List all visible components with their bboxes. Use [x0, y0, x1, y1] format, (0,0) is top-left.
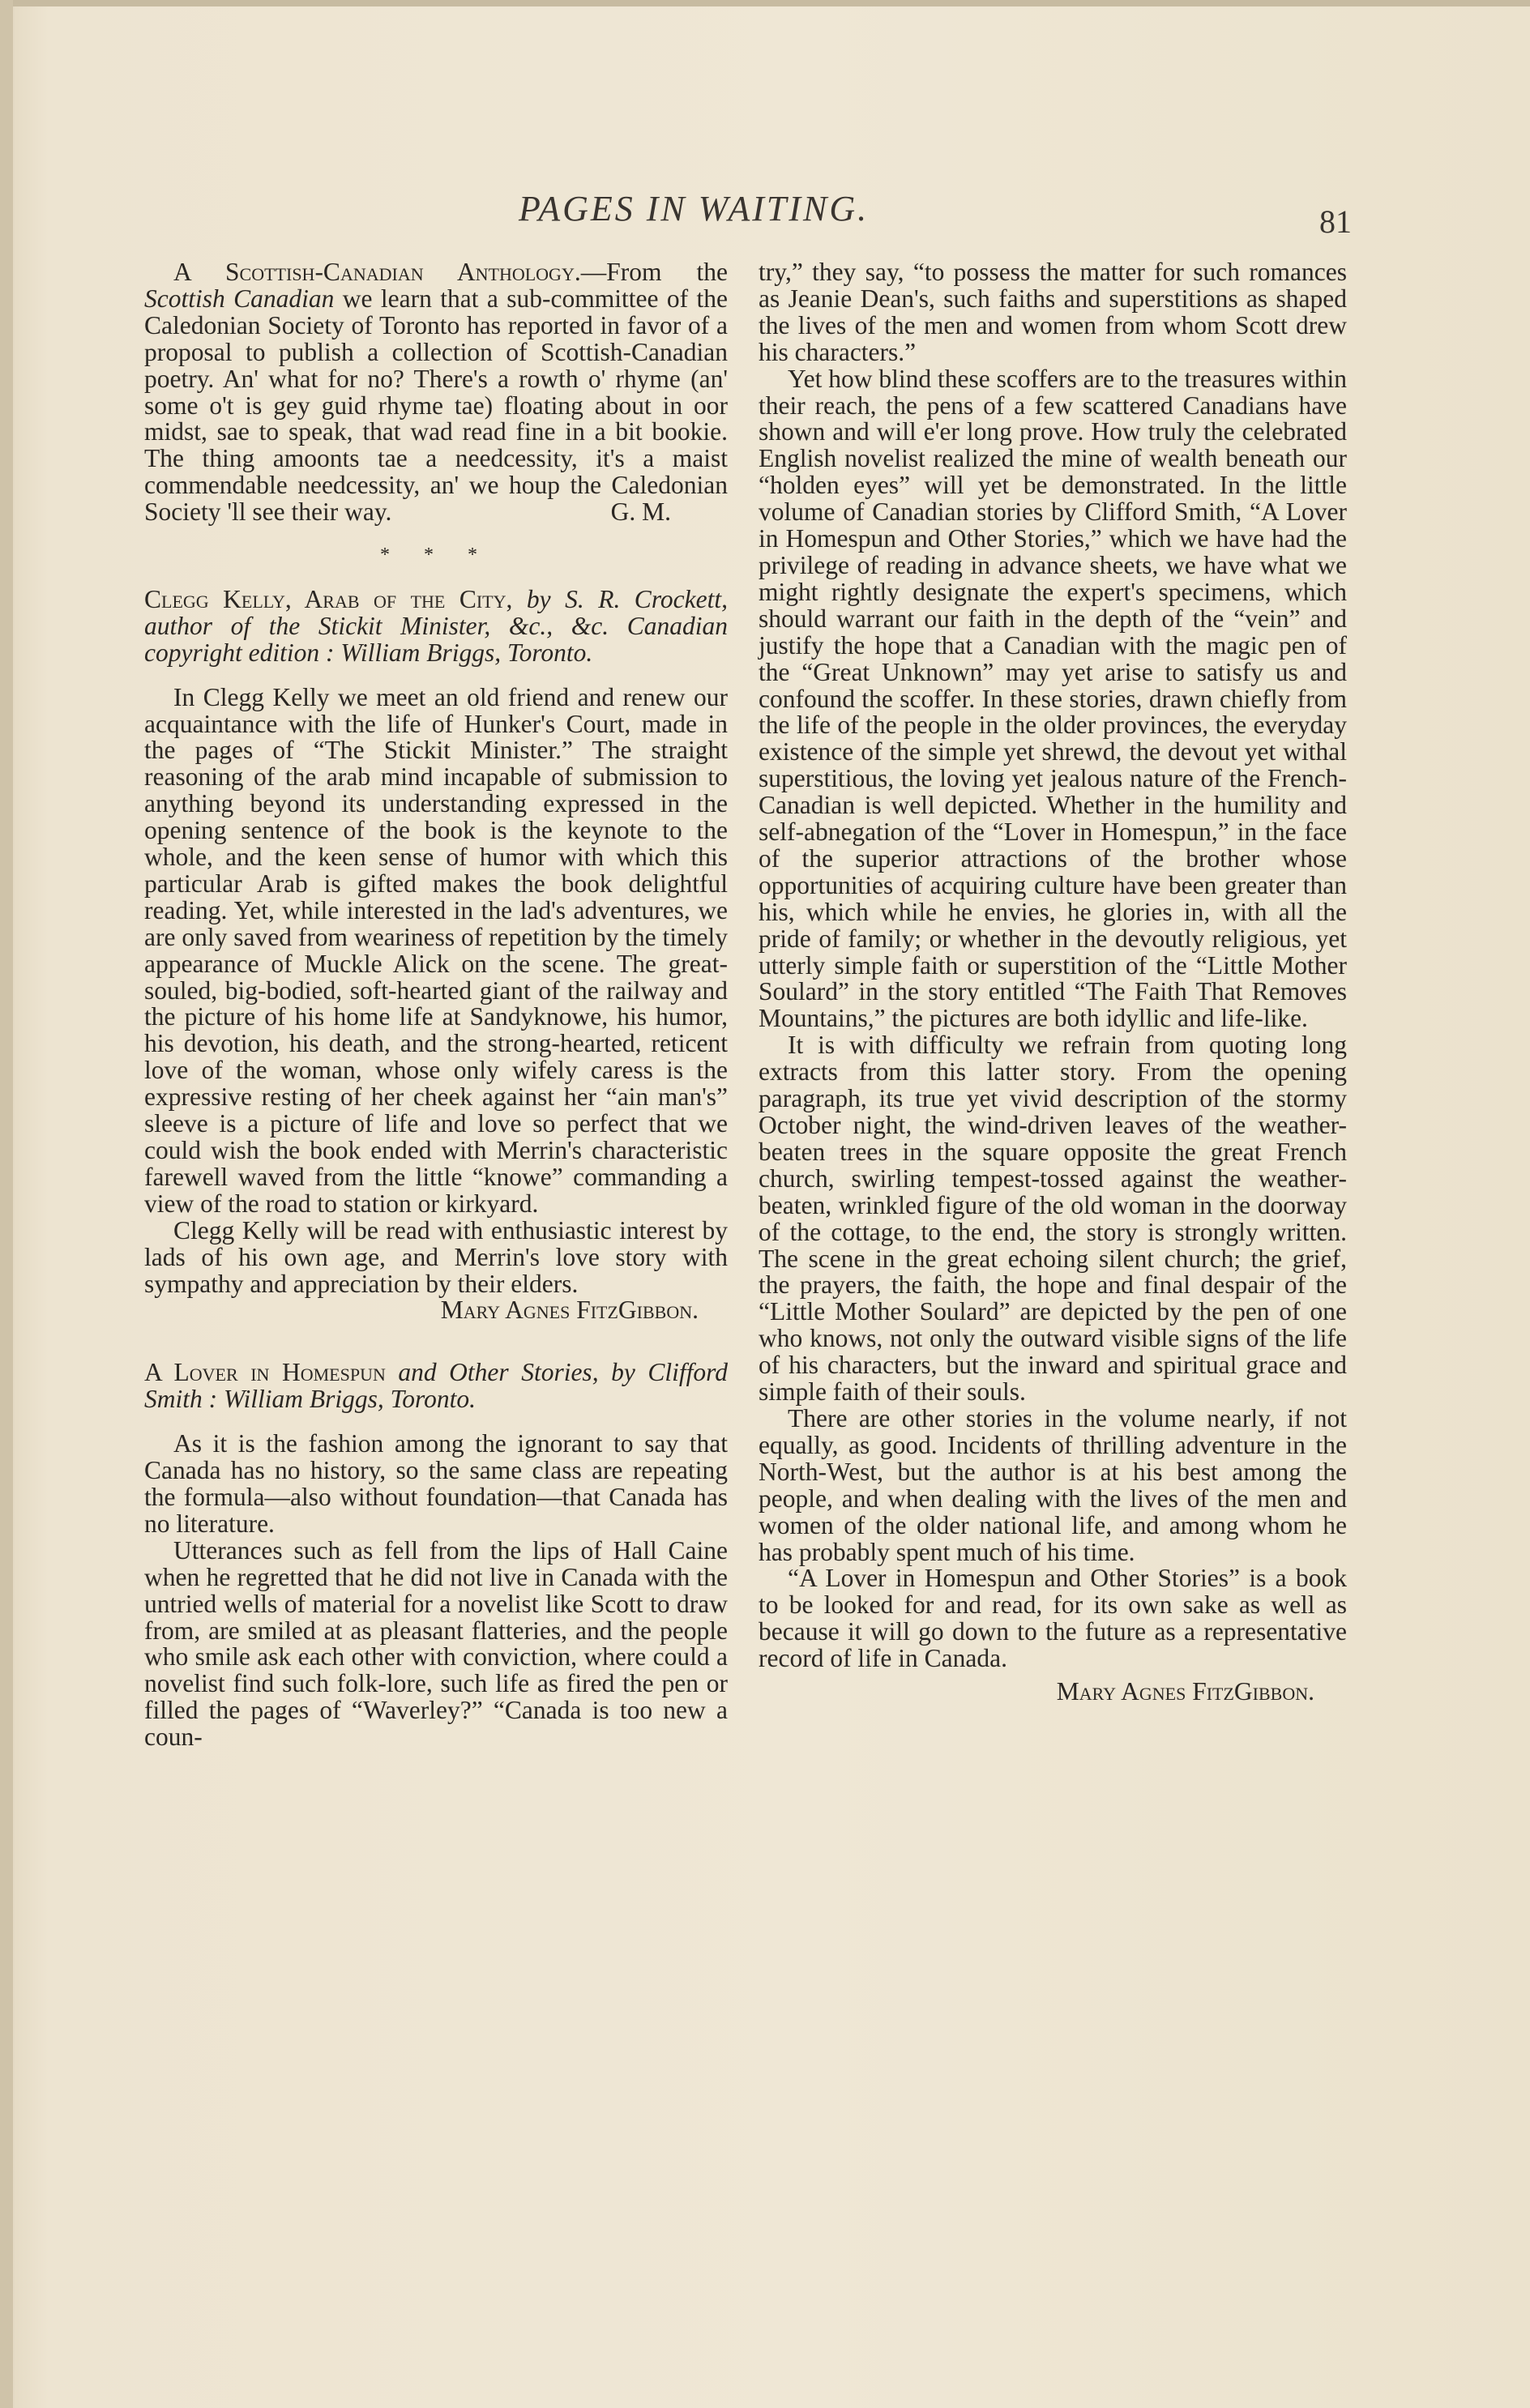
- anthology-text: we learn that a sub-committee of the Caledonian Society of Toronto has reported in favor of a proposal to publish a collection of Scottish-Canadian poetry. An' what for no? There's a rowth o' rhyme (an' some o't is gey guid rhyme tae) floating about in oor midst, sae to speak, that wad read fine in a bit bookie. The thing amoonts tae a needcessity, it's a maist commendable needcessity, an' we houp the Caledonian Society 'll see their way.: [144, 284, 728, 527]
- lover-review-byline: and Other Stories, by Clifford Smith : William Briggs, Toronto.: [144, 1358, 728, 1414]
- page-number: 81: [1319, 203, 1352, 240]
- anthology-paragraph: [144, 259, 728, 526]
- lover-review-paragraph: Utterances such as fell from the lips of Hall Caine when he regretted that he did not live in Canada with the untried wells of material for a novelist like Scott to draw from, are smiled at as pleasant flatteries, and the people who smile ask each other with conviction, where could a novelist find such folk-lore, such life as fired the pen or filled the pages of “Waverley?” “Canada is too new a coun-: [144, 1535, 728, 1752]
- lover-review-title: A Lover in Homespun: [144, 1358, 386, 1387]
- lover-review-signature: Mary Agnes FitzGibbon.: [1056, 1677, 1314, 1706]
- lover-review-paragraph: There are other stories in the volume nearly, if not equally, as good. Incidents of thrilling adventure in the North-West, but the author is at his best among the people, and when dealing with the lives of the men and women of the older national life, and among whom he has probably spent much of his time.: [759, 1403, 1347, 1566]
- clegg-review-paragraph: In Clegg Kelly we meet an old friend and renew our acquaintance with the life of Hunker's Court, made in the pages of “The Stickit Minister.” The straight reasoning of the arab mind incapable of submission to anything beyond its understanding expressed in the opening sentence of the book is the keynote to the whole, and the keen sense of humor with which this particular Arab is gifted makes the book delightful reading. Yet, while interested in the lad's adventures, we are only saved from weariness of repetition by the timely appearance of Muckle Alick on the scene. The great-souled, big-bodied, soft-hearted giant of the railway and the picture of his home life at Sandyknowe, his humor, his devotion, his death, and the strong-hearted, reticent love of the woman, whose only wifely caress is the expressive resting of her cheek against her “ain man's” sleeve is a picture of life and love so perfect that we could wish the book ended with Merrin's characteristic farewell waved from the little “knowe” commanding a view of the road to station or kirkyard.: [144, 682, 728, 1218]
- clegg-review-heading: [144, 584, 728, 667]
- lover-review-heading: [144, 1360, 728, 1413]
- lover-review-continuation: try,” they say, “to possess the matter for such romances as Jeanie Dean's, such faiths and superstitions as shaped the lives of the men and women from whom Scott drew his characters.”: [759, 258, 1347, 366]
- clegg-review-signature: Mary Agnes FitzGibbon.: [440, 1296, 699, 1325]
- clegg-review-paragraph: Clegg Kelly will be read with enthusiastic interest by lads of his own age, and Merrin's love story with sympathy and appreciation by their elders.: [144, 1215, 728, 1298]
- running-title: PAGES IN WAITING.: [519, 189, 870, 228]
- clegg-review-title: Clegg Kelly, Arab of the City,: [144, 584, 513, 613]
- page-top-edge: [0, 0, 1530, 6]
- section-separator: * * *: [380, 544, 492, 566]
- lover-review-paragraph: Yet how blind these scoffers are to the treasures within their reach, the pens of a few scattered Canadians have shown and will e'er long prove. How truly the celebrated English novelist realized the mine of wealth beneath our “holden eyes” will yet be demonstrated. In the little volume of Canadian stories by Clifford Smith, “A Lover in Homespun and Other Stories,” which we have had the privilege of reading in advance sheets, we have what we might rightly designate the expert's specimens, which should warrant our faith in the depth of the “vein” and justify the hope that a Canadian with the magic pen of the “Great Unknown” may yet arise to satisfy us and confound the scoffer. In these stories, drawn chiefly from the life of the people in the older provinces, the everyday existence of the simple yet shrewd, the devout yet withal superstitious, the loving yet jealous nature of the French-Canadian is well depicted. Whether in the humility and self-abnegation of the “Lover in Homespun,” in the face of the superior attractions of the brother whose opportunities of acquiring culture have been greater than his, which while he envies, he glories in, with all the pride of family; or whether in the devoutly religious, yet utterly simple faith or superstition of the “Little Mother Soulard” in the story entitled “The Faith That Removes Mountains,” the pictures are both idyllic and life-like.: [759, 364, 1347, 1033]
- anthology-title: A Scottish-Canadian Anthology.: [173, 258, 581, 286]
- anthology-source: Scottish Canadian: [144, 284, 335, 313]
- page-binding-shadow: [0, 0, 13, 2408]
- lover-review-paragraph: “A Lover in Homespun and Other Stories” is a book to be looked for and read, for its own sake as well as because it will go down to the future as a representative record of life in Canada.: [759, 1564, 1347, 1673]
- right-column: [759, 259, 1347, 1706]
- left-column: [144, 259, 728, 1751]
- clegg-review-byline: by S. R. Crockett, author of the Stickit Minister, &c., &c. Canadian copyright edition : William Briggs, Toronto.: [144, 584, 728, 667]
- lover-review-paragraph: As it is the fashion among the ignorant to say that Canada has no history, so the same class are repeating the formula—also without foundation—that Canada has no literature.: [144, 1429, 728, 1538]
- lover-review-paragraph: It is with difficulty we refrain from quoting long extracts from this latter story. From the opening paragraph, its true yet vivid description of the stormy October night, the wind-driven leaves of the weather-beaten trees in the square opposite the great French church, swirling tempest-tossed against the weather-beaten, wrinkled figure of the old woman in the doorway of the cottage, to the end, the story is strongly written. The scene in the great echoing silent church; the grief, the prayers, the faith, the hope and final despair of the “Little Mother Soulard” are depicted by the pen of one who knows, not only the outward visible signs of the life of his characters, but the inward and spiritual grace and simple faith of their souls.: [759, 1031, 1347, 1407]
- anthology-signature: G. M.: [610, 497, 671, 527]
- anthology-lead: —From the: [580, 258, 728, 286]
